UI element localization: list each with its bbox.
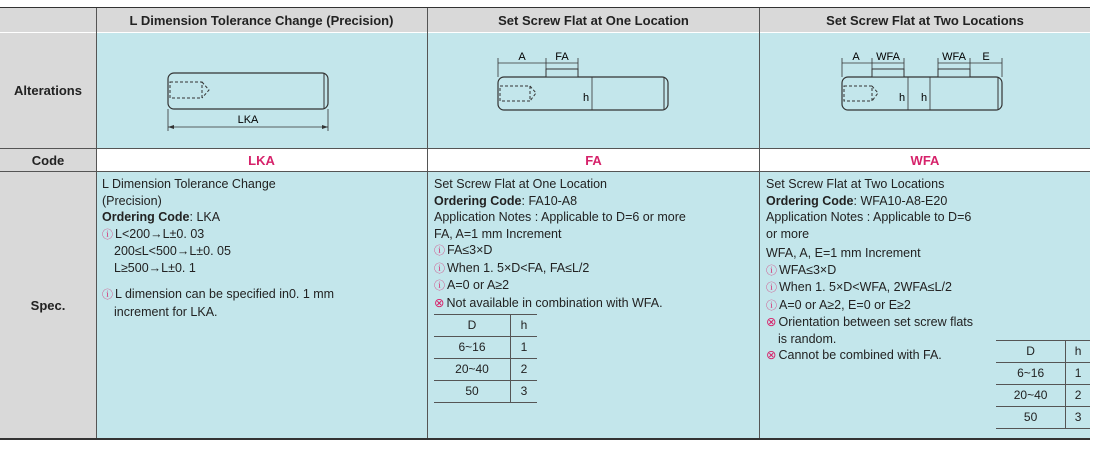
spec-wfa [760,172,1090,438]
note-text: Cannot be combined with FA. [778,348,942,362]
note-text: When 1. 5×D<WFA, 2WFA≤L/2 [779,280,952,294]
note-icon: ⓘ [434,280,445,292]
tolerance-3: L≥500→L±0. 1 [114,260,196,275]
header-wfa: Set Screw Flat at Two Locations [760,8,1090,32]
application-notes: Application Notes : Applicable to D=6 [766,210,972,224]
note-text: Orientation between set screw flats [778,315,974,329]
table-row [434,381,537,403]
application-notes-cont: FA, A=1 mm Increment [434,226,562,241]
divider [0,148,1090,149]
table-row [434,359,537,381]
wfa-pin-drawing [760,33,1090,148]
application-notes-cont: or more [766,226,810,241]
cross-icon: ⊗ [766,315,777,329]
dim-wfa-1: WFA [876,51,900,63]
dim-a: A [852,51,860,63]
spec-title: Set Screw Flat at One Location [434,177,608,191]
note-icon: ⓘ [766,264,777,277]
table-cell: 6~16 [996,363,1066,385]
table-cell: 3 [1066,407,1090,429]
row-label-code: Code [0,149,96,171]
note-2 [766,279,1084,297]
increment-note: WFA, A, E=1 mm Increment [766,246,921,260]
ordering-code [766,193,1084,210]
lka-pin-drawing [96,33,427,148]
table-row [996,363,1090,385]
dim-h-1: h [898,92,906,104]
spec-title-cont: (Precision) [102,193,162,208]
spec-title: Set Screw Flat at Two Locations [766,177,945,191]
table-cell: 2 [511,359,538,381]
table-cell: 20~40 [434,359,511,381]
spec-fa [428,172,759,438]
header-fa: Set Screw Flat at One Location [428,8,759,32]
diagram-lka [96,33,427,148]
diagram-wfa [760,33,1090,148]
code-fa: FA [428,149,759,171]
ordering-code [434,193,753,210]
tolerance-2: 200≤L<500→L±0. 05 [114,244,231,258]
note-icon: ⓘ [434,245,445,257]
note-text: WFA≤3×D [779,262,837,277]
note-icon: ⓘ [102,228,113,241]
table-cell: 1 [1066,363,1090,385]
dim-e: E [982,51,990,63]
note-1 [434,242,753,260]
ordering-code [102,209,421,226]
note-icon: ⓘ [766,299,777,312]
row-label-spec: Spec. [0,172,96,438]
table-cell: 6~16 [434,337,511,359]
ordering-value: : WFA10-A8-E20 [853,193,948,208]
bottom-rule [0,438,1090,440]
code-wfa: WFA [760,149,1090,171]
ordering-value: : FA10-A8 [521,193,578,208]
note-text: FA≤3×D [447,243,493,257]
ordering-value: : LKA [189,210,221,224]
note-text: A=0 or A≥2 [447,278,510,292]
row-label-alterations: Alterations [0,33,96,148]
corner-cell [0,8,96,32]
table-row [434,337,537,359]
divider [0,171,1090,172]
table-cell: 50 [434,381,511,403]
divider [0,32,1090,33]
tolerance-text: L<200→L±0. 03 [115,226,205,241]
table-row [996,407,1090,429]
note-icon: ⓘ [434,262,445,275]
top-rule [0,7,1090,8]
table-header-h: h [1066,341,1090,363]
table-cell: 50 [996,407,1066,429]
dim-lka: LKA [237,114,259,126]
dim-wfa-2: WFA [942,51,966,63]
dim-h-2: h [920,92,928,104]
note-lka-cont: increment for LKA. [114,304,218,319]
cross-icon: ⊗ [434,295,445,310]
table-cell: 3 [511,381,538,403]
header-lka: L Dimension Tolerance Change (Precision) [96,8,427,32]
table-cell: 20~40 [996,385,1066,407]
dim-h: h [582,92,590,104]
table-cell: 1 [511,337,538,359]
ordering-label: Ordering Code [766,193,854,208]
table-head [434,315,537,337]
diagram-fa [428,33,759,148]
application-notes: Application Notes : Applicable to D=6 or more [434,210,686,224]
code-lka: LKA [96,149,427,171]
note-text: A=0 or A≥2, E=0 or E≥2 [779,297,911,312]
tolerance-1 [102,226,421,244]
d-h-table [434,314,537,403]
note-icon: ⓘ [766,282,777,294]
table-header-h: h [511,315,538,337]
table-header-d: D [434,315,511,337]
d-h-table [996,340,1090,429]
note-4 [766,314,1084,331]
spec-lka [96,172,427,438]
table-header-d: D [996,341,1066,363]
table-cell: 2 [1066,385,1090,407]
spec-title: L Dimension Tolerance Change [102,177,276,191]
dim-fa: FA [555,51,569,63]
ordering-label: Ordering Code [434,193,522,208]
ordering-label: Ordering Code [102,210,190,224]
note-3 [766,297,1084,315]
divider [427,8,428,438]
note-lka [102,286,421,304]
note-2 [434,260,753,278]
note-1 [766,262,1084,280]
note-4-cont: is random. [778,331,837,346]
cross-icon: ⊗ [766,348,777,362]
divider [96,8,97,438]
note-icon: ⓘ [102,289,113,301]
table-row [996,385,1090,407]
note-text: Not available in combination with WFA. [446,295,663,310]
divider [759,8,760,438]
note-3 [434,277,753,295]
dim-a: A [518,51,526,63]
note-text: L dimension can be specified in0. 1 mm [115,287,335,301]
table-head [996,341,1090,363]
fa-pin-drawing [428,33,759,148]
note-text: When 1. 5×D<FA, FA≤L/2 [447,260,590,275]
note-4 [434,295,753,312]
